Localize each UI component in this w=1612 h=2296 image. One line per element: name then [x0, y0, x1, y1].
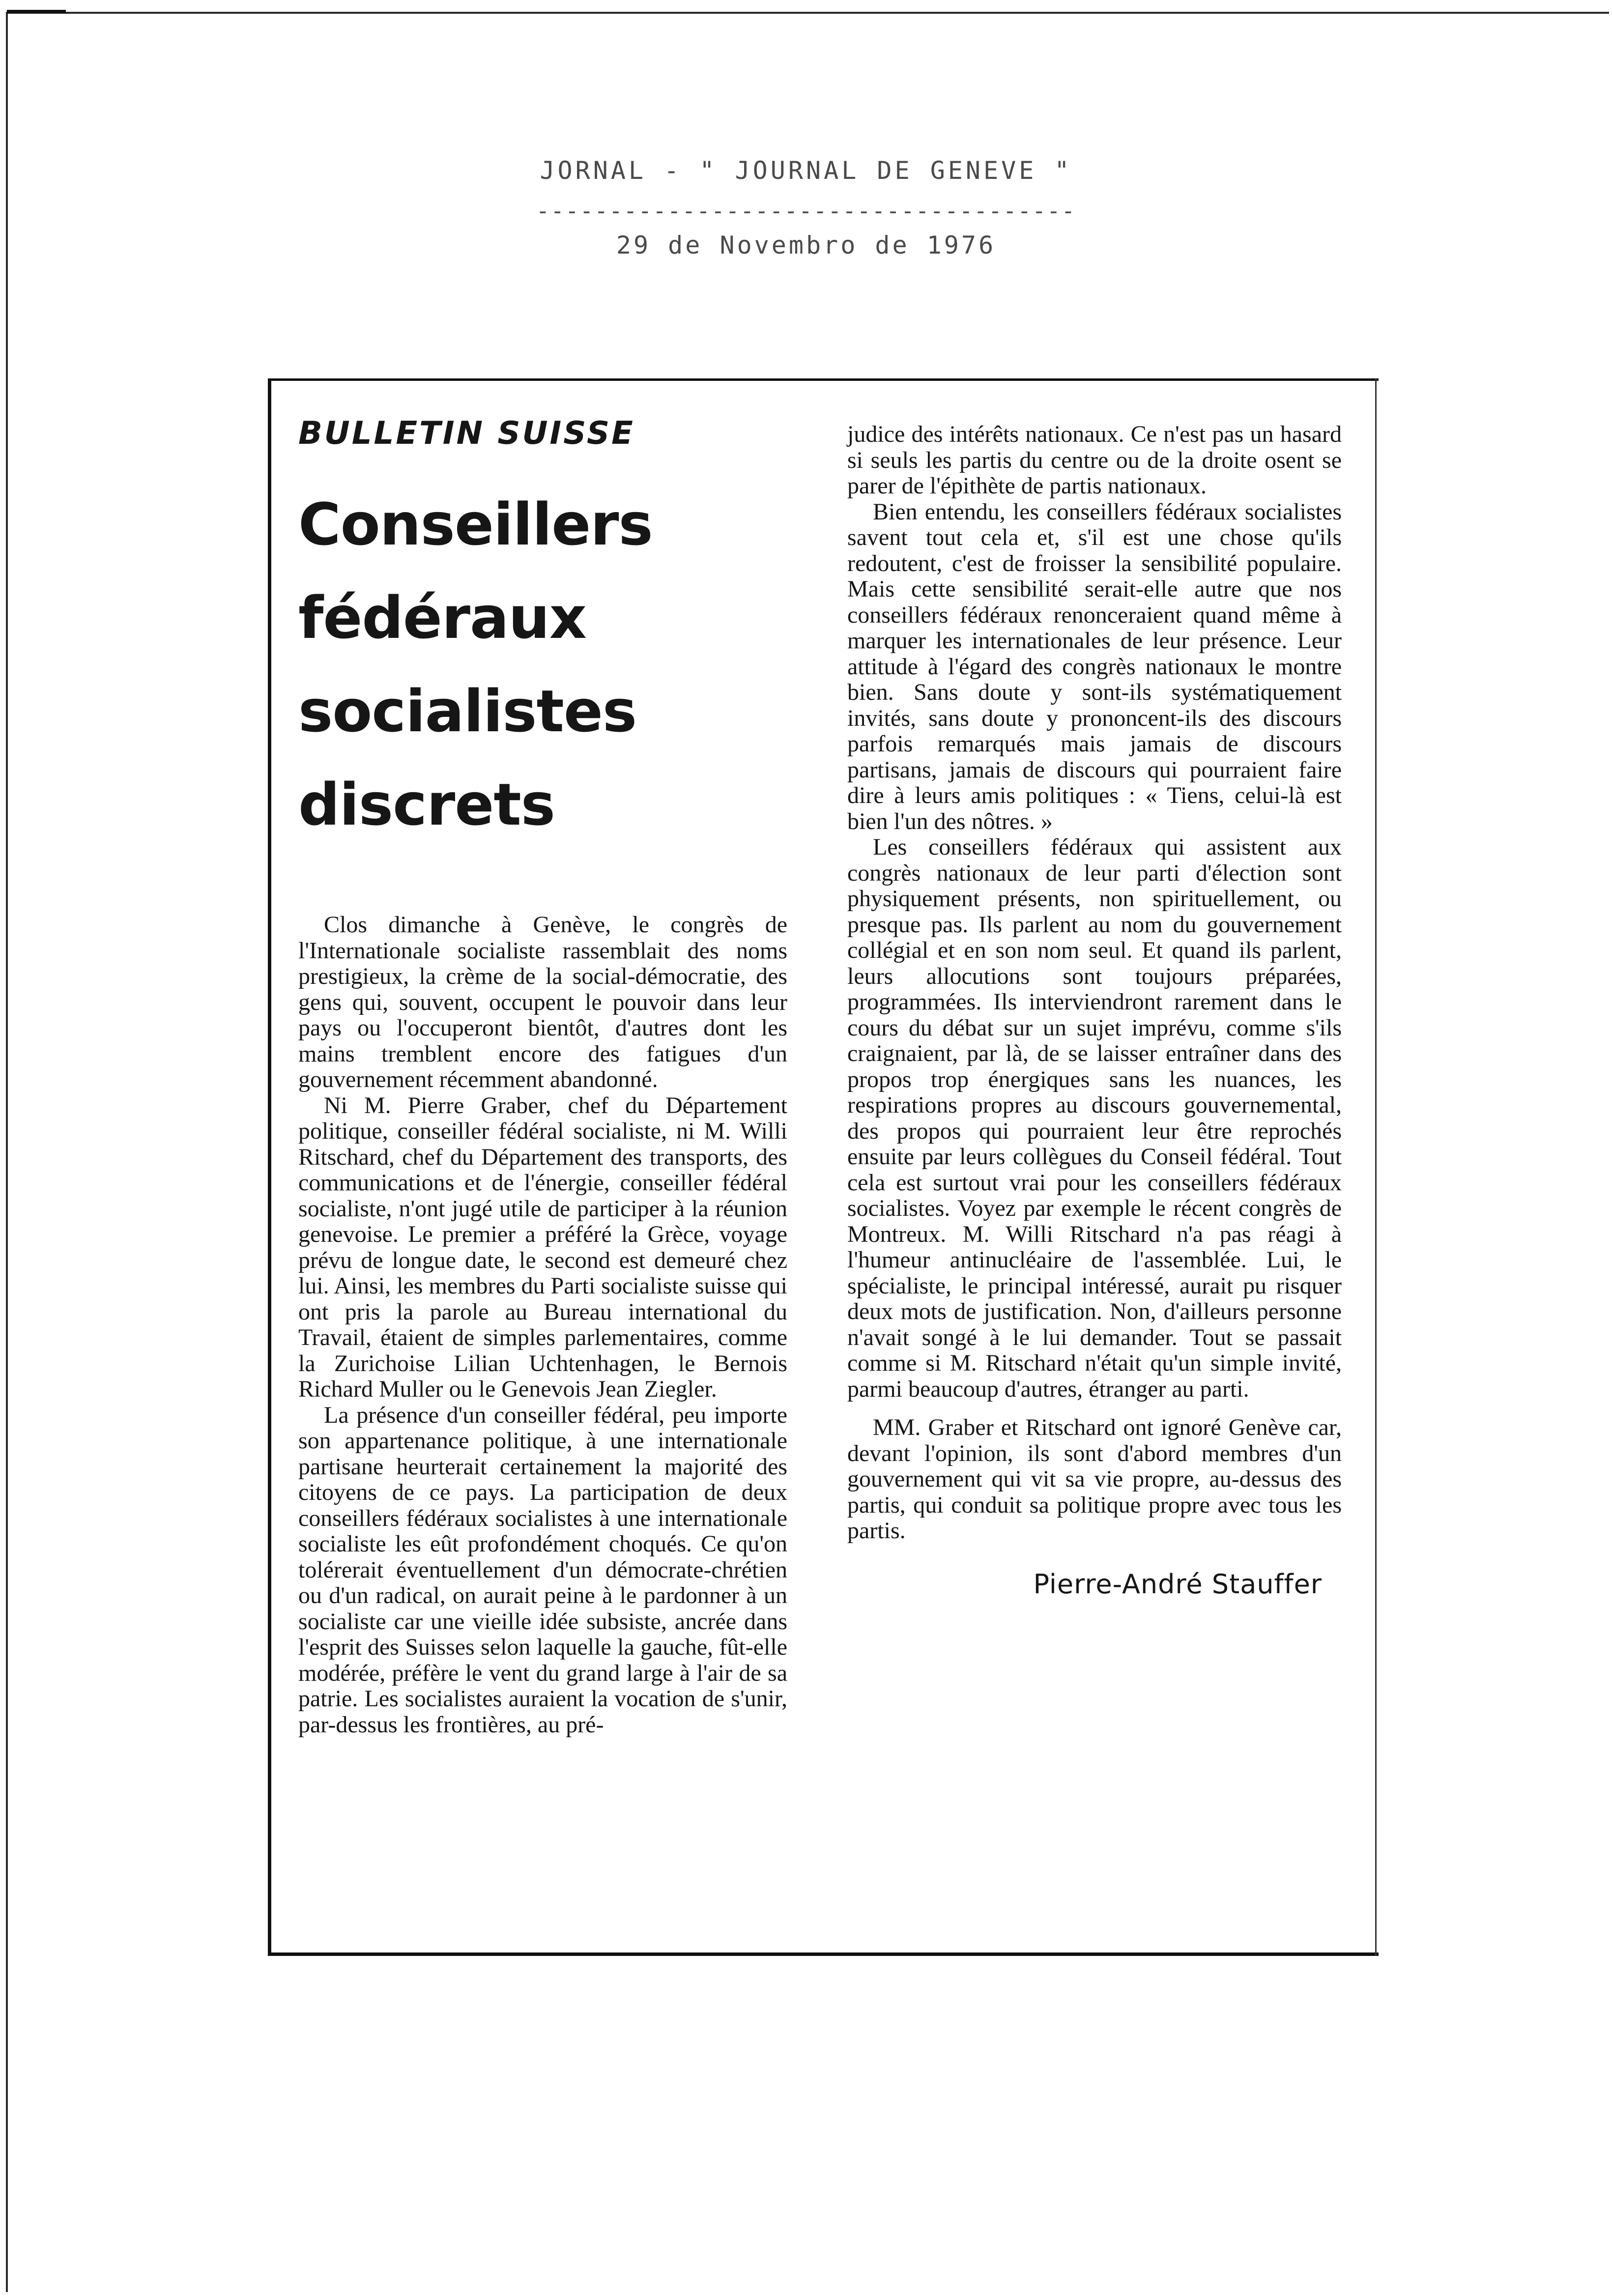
source-line: JORNAL - " JOURNAL DE GENEVE ": [540, 156, 1072, 185]
clipping-right-edge: [1375, 378, 1377, 1956]
headline: [298, 478, 787, 851]
headline-line: fédéraux: [298, 584, 586, 652]
headline-line: Conseillers: [298, 490, 653, 558]
date-line: 29 de Novembro de 1976: [616, 231, 996, 259]
article-paragraph: MM. Graber et Ritschard ont ignoré Genève car, devant l'opinion, ils sont d'abord membres d'un gouvernement qui vit sa vie propre, au-dessus des partis, qui conduit sa politique propre avec tous les partis.: [847, 1414, 1342, 1544]
article-column-left: [298, 381, 787, 1738]
article-column-right: [847, 381, 1342, 1604]
headline-line: discrets: [298, 771, 555, 838]
rubric: BULLETIN SUISSE: [298, 415, 635, 452]
article-paragraph: judice des intérêts nationaux. Ce n'est pas un hasard si seuls les partis du centre ou de la droite osent se parer de l'épithète de partis nationaux.: [847, 421, 1342, 499]
newspaper-clipping: [268, 378, 1379, 1956]
article-paragraph: Clos dimanche à Genève, le congrès de l'Internationale socialiste rassemblait des noms prestigieux, la crème de la social-démocratie, des gens qui, souvent, occupent le pouvoir dans leur pays ou l'occuperont bientôt, d'autres dont les mains tremblent encore des fatigues d'un gouvernement récemment abandonné.: [298, 912, 787, 1092]
page-edge-top: [6, 12, 1609, 14]
byline: Pierre-André Stauffer: [1033, 1568, 1322, 1600]
article-paragraph: Les conseillers fédéraux qui assistent aux congrès nationaux de leur parti d'élection sont physiquement présents, non spirituellement, ou presque pas. Ils parlent au nom du gouvernement collégial et en son nom seul. Et quand ils parlent, leurs allocutions sont toujours préparées, programmées. Ils interviendront rarement dans le cours du débat sur un sujet imprévu, comme s'ils craignaient, par là, de se laisser entraîner dans des propos trop énergiques sans les nuances, les respirations propres au discours gouvernemental, des propos qui pourraient leur être reprochés ensuite par leurs collègues du Conseil fédéral. Tout cela est surtout vrai pour les conseillers fédéraux socialistes. Voyez par exemple le récent congrès de Montreux. M. Willi Ritschard n'a pas réagi à l'humeur antinucléaire de l'assemblée. Lui, le spécialiste, le principal intéressé, aurait pu risquer deux mots de justification. Non, d'ailleurs personne n'avait songé à le lui demander. Tout se passait comme si M. Ritschard n'était qu'un simple invité, parmi beaucoup d'autres, étranger au parti.: [847, 834, 1342, 1402]
corner-mark: [7, 10, 66, 17]
source-underline: -------------------------------------: [536, 198, 1076, 224]
article-paragraph: La présence d'un conseiller fédéral, peu importe son appartenance politique, à une internationale partisane heurterait certainement la majorité des citoyens de ce pays. La participation de deux conseillers fédéraux socialistes à une internationale socialiste les eût profondément choqués. Ce qu'on tolérerait éventuellement d'un démocrate-chrétien ou d'un radical, on aurait peine à le pardonner à un socialiste car une vieille idée subsiste, ancrée dans l'esprit des Suisses selon laquelle la gauche, fût-elle modérée, préfère le vent du grand large à l'air de sa patrie. Les socialistes auraient la vocation de s'unir, par-dessus les frontières, au pré-: [298, 1402, 787, 1738]
page-edge-left: [6, 12, 8, 2292]
article-paragraph: Bien entendu, les conseillers fédéraux socialistes savent tout cela et, s'il est une chose qu'ils redoutent, c'est de froisser la sensibilité populaire. Mais cette sensibilité serait-elle autre que nos conseillers fédéraux renonceraient quand même à marquer les internationales de leur présence. Leur attitude à l'égard des congrès nationaux le montre bien. Sans doute y sont-ils systématiquement invités, sans doute y prononcent-ils des discours parfois remarqués mais jamais de discours partisans, jamais de discours qui pourraient faire dire à leurs amis politiques : « Tiens, celui-là est bien l'un des nôtres. »: [847, 498, 1342, 834]
headline-line: socialistes: [298, 677, 637, 745]
article-paragraph: Ni M. Pierre Graber, chef du Département politique, conseiller fédéral socialiste, ni M. Willi Ritschard, chef du Département des transports, des communications et de l'énergie, conseiller fédéral socialiste, n'ont jugé utile de participer à la réunion genevoise. Le premier a préféré la Grèce, voyage prévu de longue date, le second est demeuré chez lui. Ainsi, les membres du Parti socialiste suisse qui ont pris la parole au Bureau international du Travail, étaient de simples parlementaires, comme la Zurichoise Lilian Uchtenhagen, le Bernois Richard Muller ou le Genevois Jean Ziegler.: [298, 1092, 787, 1402]
